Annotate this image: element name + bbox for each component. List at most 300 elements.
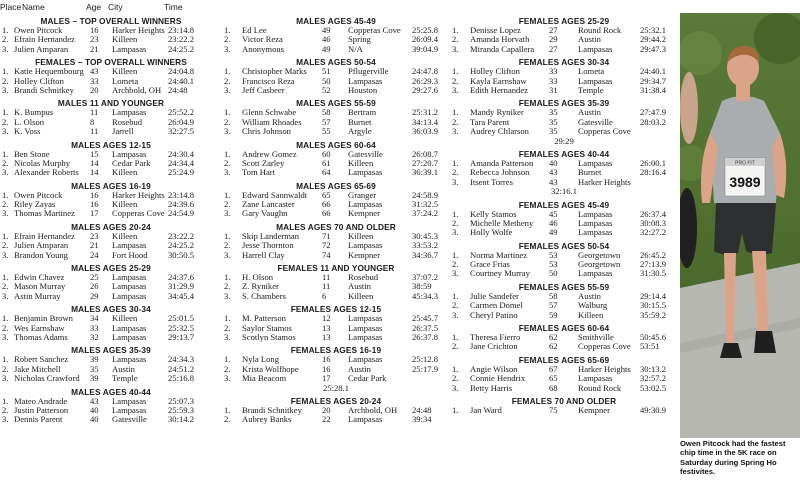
result-time: 29:13.7 [168, 331, 195, 342]
result-city: Killeen [348, 290, 374, 301]
result-place: 2. [224, 281, 231, 292]
result-city: Harker Heights [578, 363, 631, 374]
result-city: Lampasas [578, 157, 613, 168]
result-city: Lometa [578, 66, 605, 77]
result-place: 2. [2, 363, 9, 374]
result-place: 1. [452, 107, 459, 118]
result-place: 1. [2, 189, 9, 200]
result-age: 33 [549, 66, 558, 77]
section-title: MALES – TOP OVERALL WINNERS [40, 16, 182, 26]
bib-brand: PRO FIT [735, 160, 755, 167]
section-title: MALES AGES 60-64 [296, 139, 376, 150]
result-row [450, 406, 678, 415]
result-name: Angie Wilson [470, 363, 518, 374]
result-time: 26:09.4 [412, 34, 439, 45]
result-row [0, 209, 222, 218]
result-name: Norma Martinez [470, 249, 528, 260]
result-city: Lampasas [348, 322, 383, 333]
section-title: MALES AGES 35-39 [71, 345, 151, 356]
result-time: 28:16.4 [640, 167, 667, 178]
result-place: 3. [224, 84, 231, 95]
result-place: 1. [224, 189, 231, 200]
result-time: 26:45.2 [640, 249, 667, 260]
result-city: Copperas Cove [348, 25, 401, 35]
result-time: 25:52.2 [168, 107, 195, 118]
result-place: 2. [2, 281, 9, 292]
result-place: 2. [224, 414, 231, 425]
section-title: MALES AGES 20-24 [71, 221, 151, 232]
result-age: 61 [322, 157, 331, 168]
result-row [450, 127, 678, 146]
result-place: 3. [224, 290, 231, 301]
section-title: FEMALES AGES 30-34 [518, 57, 610, 68]
age-group-section [450, 98, 678, 146]
result-city: Rosebud [112, 116, 143, 127]
result-time: 25:25.8 [412, 25, 439, 35]
result-time: 24:04.8 [168, 66, 195, 77]
result-name: Jane Crichton [470, 341, 518, 352]
result-age: 43 [549, 176, 558, 187]
result-name: Astin Murray [14, 290, 61, 301]
result-row [0, 333, 222, 342]
result-time: 26:00.1 [640, 157, 667, 168]
result-name: Andrew Gomez [242, 148, 297, 159]
result-age: 14 [90, 167, 99, 178]
result-row [450, 342, 678, 351]
result-age: 75 [549, 404, 558, 415]
result-place: 1. [224, 313, 231, 324]
age-group-section [0, 304, 222, 342]
result-place: 2. [452, 34, 459, 45]
bib-number: 3989 [729, 174, 761, 190]
result-time: 24:51.2 [168, 363, 195, 374]
result-time: 32:57.2 [640, 373, 667, 384]
result-name: Anonymous [242, 43, 285, 54]
result-place: 1. [452, 157, 459, 168]
result-name: Efrain Hernandez [14, 34, 75, 45]
result-age: 27 [549, 25, 558, 35]
result-row [0, 127, 222, 136]
result-time: 23:22.2 [168, 230, 195, 241]
result-place: 1. [2, 354, 9, 365]
result-city: Lampasas [578, 227, 613, 238]
result-row [0, 251, 222, 260]
result-age: 34 [90, 313, 99, 324]
result-time: 25:12.8 [412, 354, 439, 365]
age-group-section [0, 98, 222, 136]
result-city: Burnet [578, 167, 602, 178]
result-time: 37:07.2 [412, 272, 439, 283]
result-time: 24:40.1 [640, 66, 667, 77]
result-name: Riley Zayas [14, 199, 56, 210]
result-place: 2. [2, 116, 9, 127]
result-name: Dennis Parent [14, 414, 63, 425]
result-age: 23 [90, 230, 99, 241]
result-place: 1. [224, 354, 231, 365]
result-name: Aubrey Banks [242, 414, 292, 425]
result-city: Lampasas [112, 272, 147, 283]
result-age: 27 [549, 43, 558, 54]
result-time: 25:59.3 [168, 404, 195, 415]
result-name: Julien Amparan [14, 240, 69, 251]
result-age: 53 [549, 249, 558, 260]
age-group-section [222, 345, 450, 393]
section-title: MALES AGES 45-49 [296, 16, 376, 26]
result-time: 26:37.4 [640, 208, 667, 219]
result-time: 39:34 [412, 414, 432, 425]
result-time: 29:47.3 [640, 43, 667, 54]
result-city: Temple [112, 373, 138, 384]
result-city: Granger [348, 189, 377, 200]
section-title: MALES AGES 25-29 [71, 263, 151, 274]
result-age: 32 [90, 331, 99, 342]
result-city: Burnet [348, 116, 372, 127]
result-city: Lampasas [348, 75, 383, 86]
result-city: Killeen [112, 199, 138, 210]
result-name: Wes Earnshaw [14, 322, 65, 333]
result-place: 3. [2, 414, 9, 425]
result-name: Tara Parent [470, 116, 510, 127]
result-city: Gatesville [578, 116, 613, 127]
result-age: 39 [90, 373, 99, 384]
result-age: 33 [90, 322, 99, 333]
result-city: Lampasas [112, 43, 147, 54]
age-group-section [222, 140, 450, 178]
result-place: 1. [224, 148, 231, 159]
result-name: Kayla Earnshaw [470, 75, 527, 86]
result-city: Round Rock [578, 382, 622, 393]
result-age: 62 [549, 332, 558, 343]
result-place: 2. [2, 34, 9, 45]
result-city: Lampasas [348, 167, 383, 178]
result-time: 31:32.5 [412, 199, 439, 210]
result-name: Thomas Adams [14, 331, 68, 342]
result-age: 49 [322, 43, 331, 54]
result-row [0, 45, 222, 54]
result-row [0, 415, 222, 424]
result-age: 43 [549, 167, 558, 178]
result-time: 25:24.9 [168, 167, 195, 178]
result-time: 24:39.6 [168, 199, 195, 210]
result-age: 20 [322, 404, 331, 415]
age-group-section [0, 345, 222, 383]
result-age: 6 [322, 290, 327, 301]
result-name: Glenn Schwabe [242, 107, 297, 118]
result-city: Killeen [112, 34, 138, 45]
result-row [450, 311, 678, 320]
result-name: H. Olson [242, 272, 274, 283]
result-city: Lampasas [348, 354, 383, 365]
section-title: MALES AGES 50-54 [296, 57, 376, 68]
result-time: 25:17.9 [412, 363, 439, 374]
result-time: 25:07.3 [168, 395, 195, 406]
result-city: Spring [348, 34, 371, 45]
result-age: 11 [322, 281, 331, 292]
result-city: Austin [578, 34, 601, 45]
result-age: 68 [549, 382, 558, 393]
result-place: 2. [2, 75, 9, 86]
result-city: Lampasas [348, 240, 383, 251]
result-age: 16 [90, 199, 99, 210]
result-age: 11 [90, 126, 99, 137]
result-city: Lampasas [578, 373, 613, 384]
result-age: 15 [90, 148, 99, 159]
age-group-section [0, 16, 222, 54]
result-name: Mia Beacom [242, 373, 287, 384]
result-place: 3. [452, 309, 459, 320]
result-place: 2. [452, 116, 459, 127]
result-name: Owen Pitcock [14, 189, 63, 200]
result-place: 2. [2, 322, 9, 333]
result-city: Lampasas [112, 107, 147, 118]
result-place: 2. [452, 167, 459, 178]
age-group-section [0, 181, 222, 219]
result-city: Austin [578, 107, 601, 118]
section-title: MALES AGES 40-44 [71, 386, 151, 397]
result-name: Cheryl Patino [470, 309, 518, 320]
result-time: 53:51 [640, 341, 660, 352]
result-name: Gary Vaughn [242, 208, 288, 219]
result-age: 13 [322, 331, 331, 342]
result-name: Mateo Andrade [14, 395, 68, 406]
result-age: 49 [549, 227, 558, 238]
result-name: Robert Sanchez [14, 354, 69, 365]
result-name: Harrell Clay [242, 249, 285, 260]
result-city: Harker Heights [112, 25, 165, 35]
section-title: MALES AGES 65-69 [296, 180, 376, 191]
result-age: 29 [549, 34, 558, 45]
age-group-section [222, 57, 450, 95]
result-age: 12 [322, 313, 331, 324]
result-age: 72 [322, 240, 331, 251]
result-place: 1. [224, 107, 231, 118]
result-place: 1. [452, 249, 459, 260]
result-name: Nyla Long [242, 354, 279, 365]
result-age: 33 [90, 75, 99, 86]
result-time: 32:27.5 [168, 126, 195, 137]
result-place: 3. [2, 331, 9, 342]
section-title: FEMALES AGES 40-44 [518, 148, 610, 159]
result-city: Bertram [348, 107, 377, 118]
result-place: 3. [224, 331, 231, 342]
result-name: Ben Stone [14, 148, 50, 159]
result-name: Holley Clifton [470, 66, 520, 77]
result-name: M. Patterson [242, 313, 286, 324]
result-place: 2. [224, 116, 231, 127]
age-group-section [0, 222, 222, 260]
result-name: Krista Wolfhope [242, 363, 299, 374]
result-name: Brandi Schnitkey [242, 404, 302, 415]
result-name: Amanda Patterson [470, 157, 534, 168]
result-time: 24:25.2 [168, 240, 195, 251]
result-time: 24:47.8 [412, 66, 439, 77]
section-title: FEMALES AGES 20-24 [290, 395, 382, 406]
result-age: 66 [322, 208, 331, 219]
result-time: 31:29.9 [168, 281, 195, 292]
result-time: 23:14.8 [168, 189, 195, 200]
result-name: Nicolas Murphy [14, 157, 71, 168]
result-row [450, 86, 678, 95]
age-group-section [222, 263, 450, 301]
result-place: 2. [2, 240, 9, 251]
result-age: 21 [90, 43, 99, 54]
result-name: Julien Amparan [14, 43, 69, 54]
result-age: 14 [90, 157, 99, 168]
result-time: 34:13.4 [412, 116, 439, 127]
result-age: 25 [90, 272, 99, 283]
result-time: 26:29.3 [412, 75, 439, 86]
result-place: 1. [2, 230, 9, 241]
result-city: Austin [578, 290, 601, 301]
result-place: 1. [452, 208, 459, 219]
age-group-section [0, 263, 222, 301]
result-age: 35 [90, 363, 99, 374]
result-name: Edwin Chavez [14, 272, 65, 283]
result-place: 2. [2, 199, 9, 210]
result-age: 29 [90, 290, 99, 301]
result-row [222, 127, 450, 136]
result-place: 1. [452, 66, 459, 77]
result-place: 1. [224, 66, 231, 77]
result-age: 62 [549, 341, 558, 352]
result-city: Jarrell [112, 126, 134, 137]
age-group-section [450, 57, 678, 95]
header-city: City [108, 2, 123, 12]
result-name: Owen Pitcock [14, 25, 63, 35]
result-place: 2. [452, 373, 459, 384]
result-place: 3. [452, 176, 459, 187]
result-place: 2. [224, 75, 231, 86]
result-place: 3. [2, 249, 9, 260]
result-city: Kempner [348, 208, 380, 219]
result-place: 2. [224, 157, 231, 168]
column-sections [222, 16, 450, 425]
result-age: 40 [90, 414, 99, 425]
result-row [0, 374, 222, 383]
result-time: 31:30.5 [640, 268, 667, 279]
result-place: 2. [2, 404, 9, 415]
result-name: Ed Lee [242, 25, 267, 35]
result-name: Victor Reza [242, 34, 283, 45]
result-city: Lampasas [348, 313, 383, 324]
result-place: 3. [2, 290, 9, 301]
section-title: FEMALES AGES 55-59 [518, 281, 610, 292]
result-city: Gatesville [112, 414, 147, 425]
result-age: 16 [322, 354, 331, 365]
result-name: Chris Johnson [242, 126, 291, 137]
result-name: Zane Lancaster [242, 199, 295, 210]
result-place: 1. [452, 404, 459, 415]
result-name: Brandi Schnitkey [14, 84, 74, 95]
result-age: 17 [322, 373, 331, 384]
result-age: 49 [322, 25, 331, 35]
result-city: Argyle [348, 126, 372, 137]
result-city: Georgetown [578, 259, 621, 270]
result-name: Mandy Ryniker [470, 107, 524, 118]
result-time: 50:45.6 [640, 332, 667, 343]
result-city: Lampasas [112, 240, 147, 251]
result-age: 21 [90, 240, 99, 251]
result-age: 39 [90, 354, 99, 365]
age-group-section [450, 200, 678, 238]
result-age: 23 [90, 34, 99, 45]
result-city: Lampasas [348, 199, 383, 210]
result-place: 3. [2, 208, 9, 219]
section-title: FEMALES AGES 60-64 [518, 323, 610, 334]
section-title: MALES AGES 16-19 [71, 180, 151, 191]
result-time: 27:47.9 [640, 107, 667, 118]
result-name: Skip Landerman [242, 230, 300, 241]
result-place: 2. [452, 259, 459, 270]
result-name: Julie Sandefer [470, 290, 519, 301]
result-time: 35:59.2 [640, 309, 667, 320]
result-name: Justin Patterson [14, 404, 69, 415]
result-name: Brandon Young [14, 249, 68, 260]
result-place: 3. [224, 43, 231, 54]
result-time: 31:38.4 [640, 84, 667, 95]
age-group-section [222, 304, 450, 342]
result-age: 33 [549, 75, 558, 86]
result-city: Lampasas [112, 331, 147, 342]
result-place: 3. [452, 126, 459, 137]
age-group-section [0, 57, 222, 95]
result-row [222, 415, 450, 424]
result-time: 30:08.3 [640, 217, 667, 228]
result-city: Lampasas [578, 268, 613, 279]
age-group-section [450, 355, 678, 393]
result-age: 51 [322, 66, 331, 77]
result-time: 30:45.3 [412, 230, 439, 241]
result-row [450, 269, 678, 278]
result-age: 74 [322, 249, 331, 260]
result-name: Michelle Metheny [470, 217, 534, 228]
result-place: 2. [224, 199, 231, 210]
result-city: Smithville [578, 332, 614, 343]
result-time: 24:40.1 [168, 75, 195, 86]
result-age: 8 [90, 116, 95, 127]
result-city: Austin [112, 363, 135, 374]
result-city: Lampasas [578, 217, 613, 228]
result-city: Copperas Cove [578, 126, 631, 137]
result-age: 58 [549, 290, 558, 301]
result-time: 23:22.2 [168, 34, 195, 45]
result-row [222, 86, 450, 95]
result-age: 43 [90, 66, 99, 77]
header-name: Name [22, 2, 45, 12]
result-age: 53 [549, 259, 558, 270]
column-sections [450, 16, 678, 415]
result-age: 35 [549, 116, 558, 127]
result-place: 3. [224, 208, 231, 219]
result-place: 3. [452, 43, 459, 54]
result-time: 33:53.2 [412, 240, 439, 251]
section-title: FEMALES 11 AND YOUNGER [277, 263, 395, 274]
result-name: William Rhoades [242, 116, 302, 127]
result-place: 1. [224, 230, 231, 241]
result-time: 23:14.8 [168, 25, 195, 35]
result-place: 1. [452, 332, 459, 343]
result-time: 25:32.5 [168, 322, 195, 333]
result-name: Benjamin Brown [14, 313, 73, 324]
header-place: Place [0, 2, 22, 12]
section-title: FEMALES AGES 65-69 [518, 354, 610, 365]
result-city: Fort Hood [112, 249, 148, 260]
age-group-section [450, 241, 678, 279]
result-city: Harker Heights [578, 176, 631, 187]
result-city: Austin [348, 363, 371, 374]
result-time: 37:24.2 [412, 208, 439, 219]
result-time: 26:37.8 [412, 331, 439, 342]
